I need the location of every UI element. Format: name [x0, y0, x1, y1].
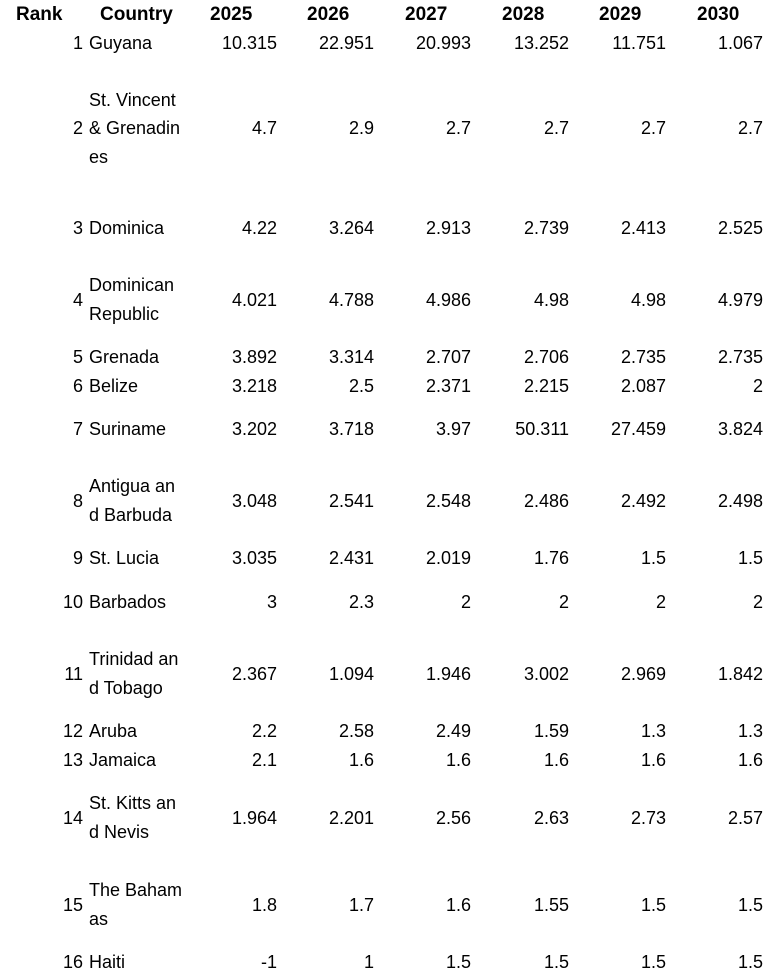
value-cell-2026: 2.58: [338, 721, 374, 742]
value-cell-2027: 4.986: [425, 289, 471, 310]
value-cell-2029: 2.735: [620, 347, 666, 368]
value-cell-2029: 2: [655, 591, 666, 612]
table-row: [0, 746, 780, 775]
value-cell-2025: 1.964: [231, 807, 277, 828]
country-name: Jamaica: [89, 750, 157, 771]
country-name: The Bahamas: [89, 880, 183, 929]
value-cell-2025: 3.218: [231, 376, 277, 397]
value-cell-2028: 1.76: [533, 548, 569, 569]
country-name: Grenada: [89, 347, 160, 368]
country-name: Dominica: [89, 218, 165, 239]
rank-cell: 5: [72, 347, 83, 368]
table-row: [0, 573, 780, 631]
table-row: [0, 343, 780, 372]
value-cell-2027: 20.993: [415, 32, 471, 53]
country-name: St. Vincent & Grenadines: [89, 89, 181, 167]
value-cell-2029: 4.98: [630, 289, 666, 310]
value-cell-2028: 3.002: [523, 663, 569, 684]
value-cell-2030: 1.5: [737, 894, 763, 915]
header-year-2025: 2025: [210, 4, 253, 25]
value-cell-2030: 2.525: [717, 218, 763, 239]
value-cell-2028: 1.59: [533, 721, 569, 742]
value-cell-2030: 1.3: [737, 721, 763, 742]
country-cell: [89, 631, 184, 717]
table-row: [0, 458, 780, 544]
table-row: [0, 401, 780, 458]
country-name: Haiti: [89, 951, 126, 972]
country-name: Suriname: [89, 419, 167, 440]
header-year-2029: 2029: [599, 4, 642, 25]
value-cell-2029: 1.5: [640, 548, 666, 569]
value-cell-2029: 2.087: [620, 376, 666, 397]
value-cell-2029: 27.459: [610, 419, 666, 440]
value-cell-2028: 1.5: [543, 951, 569, 972]
value-cell-2029: 2.492: [620, 490, 666, 511]
country-cell: [89, 257, 184, 343]
value-cell-2029: 2.73: [630, 807, 666, 828]
header-year-2027: 2027: [405, 4, 448, 25]
value-cell-2028: 50.311: [515, 419, 569, 440]
value-cell-2028: 2.486: [523, 490, 569, 511]
value-cell-2028: 2.739: [523, 218, 569, 239]
rank-cell: 16: [62, 951, 83, 972]
value-cell-2029: 11.751: [612, 32, 666, 53]
table-row: [0, 257, 780, 343]
value-cell-2028: 2.215: [523, 376, 569, 397]
value-cell-2029: 2.7: [640, 118, 666, 139]
value-cell-2030: 4.979: [717, 289, 763, 310]
country-name: Guyana: [89, 32, 153, 53]
country-name: Dominican Republic: [89, 275, 175, 324]
country-cell: [89, 29, 184, 57]
rank-cell: 14: [62, 807, 83, 828]
table-row: [0, 949, 780, 975]
header-year-2026: 2026: [307, 4, 350, 25]
country-cell: [89, 775, 184, 861]
value-cell-2025: -1: [260, 951, 277, 972]
country-cell: [89, 343, 184, 372]
value-cell-2030: 1.5: [737, 951, 763, 972]
value-cell-2025: 4.021: [231, 289, 277, 310]
value-cell-2027: 1.946: [425, 663, 471, 684]
value-cell-2030: 1.6: [737, 750, 763, 771]
value-cell-2030: 2.735: [717, 347, 763, 368]
value-cell-2030: 3.824: [717, 419, 763, 440]
value-cell-2030: 2: [752, 591, 763, 612]
value-cell-2026: 1.6: [348, 750, 374, 771]
country-cell: [89, 544, 184, 573]
header-row: [0, 0, 780, 30]
value-cell-2028: 2.63: [533, 807, 569, 828]
value-cell-2025: 2.1: [251, 750, 277, 771]
value-cell-2029: 2.969: [620, 663, 666, 684]
value-cell-2027: 2.707: [425, 347, 471, 368]
value-cell-2026: 1: [363, 951, 374, 972]
value-cell-2025: 4.7: [251, 118, 277, 139]
value-cell-2029: 1.6: [640, 750, 666, 771]
table-row: [0, 775, 780, 861]
header-year-2028: 2028: [502, 4, 545, 25]
value-cell-2027: 2.371: [425, 376, 471, 397]
rank-cell: 3: [72, 218, 83, 239]
country-name: Aruba: [89, 721, 138, 742]
rank-cell: 2: [72, 118, 83, 139]
value-cell-2026: 2.431: [328, 548, 374, 569]
value-cell-2029: 1.3: [640, 721, 666, 742]
rank-cell: 6: [72, 376, 83, 397]
rank-cell: 8: [72, 490, 83, 511]
rank-cell: 12: [62, 721, 83, 742]
value-cell-2026: 2.201: [328, 807, 374, 828]
rank-cell: 9: [72, 548, 83, 569]
country-name: St. Lucia: [89, 548, 160, 569]
value-cell-2025: 3: [266, 591, 277, 612]
country-cell: [89, 372, 184, 401]
rank-cell: 11: [64, 663, 83, 684]
country-name: St. Kitts and Nevis: [89, 793, 177, 842]
value-cell-2025: 2.367: [231, 663, 277, 684]
value-cell-2028: 1.55: [533, 894, 569, 915]
value-cell-2028: 2.7: [543, 118, 569, 139]
country-name: Antigua and Barbuda: [89, 476, 176, 525]
value-cell-2026: 2.3: [348, 591, 374, 612]
value-cell-2030: 2.498: [717, 490, 763, 511]
country-cell: [89, 401, 184, 458]
country-cell: [89, 200, 184, 257]
rank-cell: 13: [62, 750, 83, 771]
table-row: [0, 57, 780, 200]
value-cell-2027: 2.913: [425, 218, 471, 239]
country-name: Barbados: [89, 591, 167, 612]
value-cell-2026: 3.314: [328, 347, 374, 368]
value-cell-2028: 2.706: [523, 347, 569, 368]
value-cell-2030: 2: [752, 376, 763, 397]
value-cell-2030: 1.5: [737, 548, 763, 569]
header-rank: Rank: [16, 4, 63, 25]
value-cell-2027: 2.56: [435, 807, 471, 828]
value-cell-2028: 13.252: [513, 32, 569, 53]
value-cell-2025: 1.8: [251, 894, 277, 915]
country-cell: [89, 949, 184, 975]
value-cell-2027: 1.6: [445, 894, 471, 915]
country-name: Belize: [89, 376, 139, 397]
value-cell-2029: 1.5: [640, 894, 666, 915]
value-cell-2028: 1.6: [543, 750, 569, 771]
value-cell-2026: 22.951: [318, 32, 374, 53]
value-cell-2030: 2.57: [727, 807, 763, 828]
value-cell-2026: 1.094: [328, 663, 374, 684]
country-cell: [89, 573, 184, 631]
value-cell-2028: 4.98: [533, 289, 569, 310]
value-cell-2026: 2.5: [348, 376, 374, 397]
value-cell-2025: 3.035: [231, 548, 277, 569]
table-row: [0, 544, 780, 573]
table-row: [0, 631, 780, 717]
value-cell-2030: 1.842: [717, 663, 763, 684]
value-cell-2026: 3.264: [328, 218, 374, 239]
value-cell-2030: 2.7: [737, 118, 763, 139]
rank-cell: 10: [62, 591, 83, 612]
rank-cell: 7: [72, 419, 83, 440]
value-cell-2027: 3.97: [435, 419, 471, 440]
value-cell-2027: 2.019: [425, 548, 471, 569]
value-cell-2025: 3.892: [231, 347, 277, 368]
value-cell-2027: 2.49: [435, 721, 471, 742]
value-cell-2026: 1.7: [348, 894, 374, 915]
value-cell-2027: 2.548: [425, 490, 471, 511]
value-cell-2029: 2.413: [620, 218, 666, 239]
country-cell: [89, 861, 184, 949]
country-cell: [89, 746, 184, 775]
header-year-2030: 2030: [697, 4, 740, 25]
table-row: [0, 861, 780, 949]
value-cell-2027: 1.6: [445, 750, 471, 771]
table-row: [0, 29, 780, 57]
value-cell-2025: 2.2: [251, 721, 277, 742]
value-cell-2029: 1.5: [640, 951, 666, 972]
country-name: Trinidad and Tobago: [89, 649, 179, 698]
value-cell-2026: 3.718: [328, 419, 374, 440]
rank-cell: 4: [72, 289, 83, 310]
value-cell-2028: 2: [558, 591, 569, 612]
value-cell-2025: 10.315: [221, 32, 277, 53]
value-cell-2026: 2.9: [348, 118, 374, 139]
country-cell: [89, 458, 184, 544]
table-row: [0, 717, 780, 746]
value-cell-2027: 2: [460, 591, 471, 612]
value-cell-2025: 3.048: [231, 490, 277, 511]
value-cell-2027: 2.7: [445, 118, 471, 139]
country-cell: [89, 717, 184, 746]
value-cell-2025: 3.202: [231, 419, 277, 440]
rank-cell: 1: [72, 32, 83, 53]
table-row: [0, 200, 780, 257]
value-cell-2026: 2.541: [328, 490, 374, 511]
rank-cell: 15: [62, 894, 83, 915]
table-row: [0, 372, 780, 401]
country-cell: [89, 57, 184, 200]
header-country: Country: [100, 4, 173, 25]
value-cell-2026: 4.788: [328, 289, 374, 310]
value-cell-2025: 4.22: [241, 218, 277, 239]
value-cell-2027: 1.5: [445, 951, 471, 972]
value-cell-2030: 1.067: [717, 32, 763, 53]
